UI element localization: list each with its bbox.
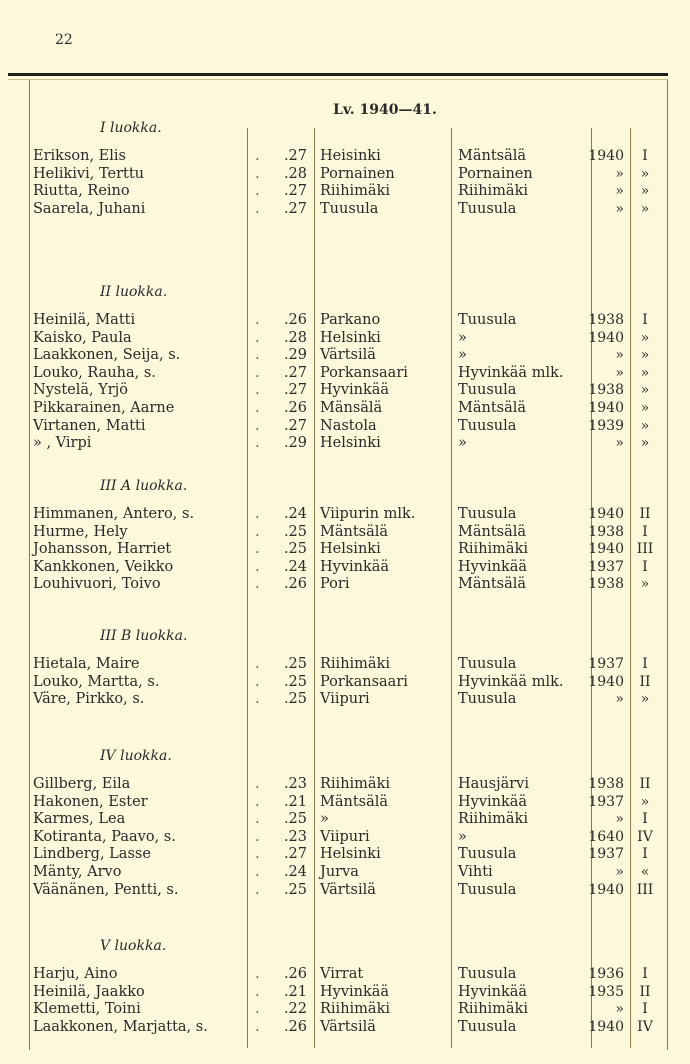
section-title: III A luokka. [100, 478, 188, 494]
student-name: Virtanen, Matti [33, 417, 146, 434]
birth-year: .26 [283, 399, 307, 416]
leader-dots: . [255, 1018, 260, 1035]
birth-year: .25 [283, 523, 307, 540]
birthplace: Hyvinkää [320, 983, 390, 1000]
entry-class: » [640, 691, 650, 708]
student-name: Väänänen, Pentti, s. [33, 881, 179, 898]
entry-year: 1938 [588, 523, 624, 540]
leader-dots: . [255, 329, 260, 346]
student-name: Johansson, Harriet [33, 541, 172, 558]
class-section [30, 476, 654, 594]
birth-year: .25 [283, 656, 307, 672]
birth-year: .27 [283, 148, 307, 164]
birthplace: Helsinki [320, 846, 381, 863]
student-name: Väre, Pirkko, s. [33, 691, 145, 708]
student-row [30, 881, 654, 900]
entry-class: » [640, 793, 650, 810]
birth-year: .21 [283, 793, 307, 810]
student-row [30, 828, 653, 847]
entry-class: I [642, 846, 648, 863]
home-municipality: » [458, 347, 467, 364]
student-row [30, 983, 651, 1002]
home-municipality: Tuusula [458, 312, 517, 328]
home-municipality: Tuusula [458, 656, 517, 672]
home-municipality: Hyvinkää [458, 793, 528, 810]
birthplace: Hyvinkää [320, 382, 390, 399]
entry-class: I [642, 148, 648, 164]
birthplace: Mäntsälä [320, 793, 389, 810]
student-name: Laakkonen, Seija, s. [33, 347, 181, 364]
entry-year: 1940 [588, 673, 624, 690]
entry-year: 1940 [588, 506, 624, 522]
student-row [30, 165, 650, 184]
birthplace: Riihimäki [320, 656, 390, 672]
entry-year: 1940 [588, 541, 624, 558]
birth-year: .28 [283, 165, 307, 182]
home-municipality: Pornainen [458, 165, 533, 182]
birthplace: Värtsilä [320, 1018, 376, 1035]
student-row [30, 793, 650, 812]
entry-class: » [640, 382, 650, 399]
birth-year: .24 [283, 863, 307, 880]
entry-class: I [642, 966, 648, 982]
entry-year: 1940 [588, 881, 624, 898]
student-row [30, 506, 651, 524]
leader-dots: . [255, 200, 260, 217]
student-row [30, 183, 650, 201]
student-row [30, 435, 650, 453]
entry-year: 1940 [588, 399, 624, 416]
birthplace: Helsinki [320, 329, 381, 346]
birth-year: .27 [283, 417, 307, 434]
home-municipality: Riihimäki [458, 1001, 528, 1018]
birth-year: .27 [283, 846, 307, 863]
student-name: Kotiranta, Paavo, s. [33, 828, 176, 845]
entry-year: 1937 [588, 558, 624, 575]
top-rule-thin [8, 79, 668, 80]
birthplace: Viipurin mlk. [320, 506, 416, 522]
birth-year: .26 [283, 1018, 307, 1035]
leader-dots: . [255, 966, 260, 982]
leader-dots: . [255, 312, 260, 328]
student-row [30, 399, 650, 418]
home-municipality: Tuusula [458, 881, 517, 898]
leader-dots: . [255, 165, 260, 182]
entry-class: I [642, 523, 648, 540]
home-municipality: » [458, 828, 467, 845]
student-name: Helikivi, Terttu [33, 165, 145, 182]
birthplace: Helsinki [320, 541, 381, 558]
student-name: Himmanen, Antero, s. [33, 506, 195, 522]
home-municipality: Hausjärvi [458, 776, 529, 792]
entry-year: 1940 [588, 329, 624, 346]
student-name: Mänty, Arvo [33, 863, 122, 880]
birthplace: Mänsälä [320, 399, 383, 416]
entry-class: II [639, 673, 651, 690]
birthplace: Parkano [320, 312, 381, 328]
entry-class: « [640, 863, 650, 880]
class-section [30, 936, 653, 1036]
birthplace: » [320, 811, 329, 828]
entry-year: » [615, 691, 624, 708]
entry-year: 1939 [588, 417, 624, 434]
student-row [30, 1001, 648, 1019]
birth-year: .25 [283, 811, 307, 828]
leader-dots: . [255, 541, 260, 558]
birthplace: Värtsilä [320, 347, 376, 364]
entry-year: 1940 [588, 1018, 624, 1035]
birthplace: Hyvinkää [320, 558, 390, 575]
home-municipality: » [458, 329, 467, 346]
student-row [30, 863, 650, 882]
entry-year: 1938 [588, 312, 624, 328]
home-municipality: Riihimäki [458, 811, 528, 828]
entry-year: » [615, 364, 624, 381]
section-title: I luokka. [100, 120, 162, 136]
entry-class: I [642, 312, 648, 328]
student-name: Louko, Martta, s. [33, 673, 160, 690]
student-row [30, 966, 648, 984]
student-row [30, 523, 648, 542]
entry-year: » [615, 200, 624, 217]
home-municipality: Tuusula [458, 691, 517, 708]
birthplace: Pori [320, 576, 350, 593]
entry-class: I [642, 656, 648, 672]
student-name: Gillberg, Eila [33, 776, 131, 792]
home-municipality: Vihti [458, 863, 493, 880]
entry-year: 1936 [588, 966, 624, 982]
home-municipality: Riihimäki [458, 541, 528, 558]
leader-dots: . [255, 656, 260, 672]
entry-class: » [640, 183, 650, 200]
home-municipality: Tuusula [458, 506, 517, 522]
entry-class: I [642, 558, 648, 575]
student-row [30, 776, 651, 794]
home-municipality: Hyvinkää mlk. [458, 673, 564, 690]
student-row [30, 691, 650, 709]
leader-dots: . [255, 811, 260, 828]
home-municipality: Mäntsälä [458, 576, 527, 593]
birth-year: .27 [283, 200, 307, 217]
birth-year: .28 [283, 329, 307, 346]
entry-class: » [640, 435, 650, 452]
birth-year: .24 [283, 558, 307, 575]
class-section [30, 282, 650, 453]
birthplace: Värtsilä [320, 881, 376, 898]
student-name: Erikson, Elis [33, 148, 126, 164]
birthplace: Helsinki [320, 435, 381, 452]
class-section [30, 118, 650, 218]
home-municipality: Tuusula [458, 966, 517, 982]
birth-year: .25 [283, 541, 307, 558]
birthplace: Riihimäki [320, 776, 390, 792]
birth-year: .25 [283, 881, 307, 898]
leader-dots: . [255, 382, 260, 399]
birthplace: Nastola [320, 417, 377, 434]
home-municipality: Mäntsälä [458, 523, 527, 540]
student-name: Karmes, Lea [33, 811, 126, 828]
page-number: 22 [55, 32, 73, 48]
leader-dots: . [255, 863, 260, 880]
birthplace: Viipuri [320, 828, 370, 845]
section-title: III B luokka. [100, 628, 188, 644]
leader-dots: . [255, 793, 260, 810]
entry-year: 1937 [588, 846, 624, 863]
leader-dots: . [255, 776, 260, 792]
birthplace: Porkansaari [320, 673, 408, 690]
birthplace: Riihimäki [320, 1001, 390, 1018]
leader-dots: . [255, 828, 260, 845]
birth-year: .26 [283, 966, 307, 982]
student-row [30, 364, 650, 383]
birthplace: Virrat [320, 966, 364, 982]
birthplace: Mäntsälä [320, 523, 389, 540]
student-name: Hakonen, Ester [33, 793, 148, 810]
student-name: Nystelä, Yrjö [33, 382, 128, 399]
entry-class: III [636, 881, 654, 898]
birth-year: .25 [283, 673, 307, 690]
birthplace: Pornainen [320, 165, 395, 182]
leader-dots: . [255, 881, 260, 898]
student-row [30, 200, 650, 219]
entry-class: II [639, 506, 651, 522]
entry-year: 1937 [588, 793, 624, 810]
birthplace: Riihimäki [320, 183, 390, 200]
top-rule [8, 73, 668, 76]
entry-year: » [615, 183, 624, 200]
home-municipality: » [458, 435, 467, 452]
student-name: Pikkarainen, Aarne [33, 399, 175, 416]
student-name: Hurme, Hely [33, 523, 128, 540]
entry-class: » [640, 165, 650, 182]
birth-year: .24 [283, 506, 307, 522]
leader-dots: . [255, 399, 260, 416]
leader-dots: . [255, 347, 260, 364]
entry-class: III [636, 541, 654, 558]
entry-class: IV [637, 1018, 653, 1035]
student-name: Kankkonen, Veikko [33, 558, 174, 575]
entry-year: 1937 [588, 656, 624, 672]
student-row [30, 148, 648, 166]
birthplace: Viipuri [320, 691, 370, 708]
entry-class: » [640, 576, 650, 593]
home-municipality: Tuusula [458, 200, 517, 217]
leader-dots: . [255, 523, 260, 540]
birth-year: .22 [283, 1001, 307, 1018]
entry-class: » [640, 200, 650, 217]
birth-year: .25 [283, 691, 307, 708]
student-name: Laakkonen, Marjatta, s. [33, 1018, 208, 1035]
entry-class: II [639, 776, 651, 792]
entry-class: II [639, 983, 651, 1000]
entry-year: 1938 [588, 576, 624, 593]
student-row [30, 558, 648, 577]
home-municipality: Mäntsälä [458, 399, 527, 416]
birth-year: .21 [283, 983, 307, 1000]
section-title: II luokka. [100, 284, 168, 300]
student-name: Louko, Rauha, s. [33, 364, 156, 381]
entry-year: » [615, 165, 624, 182]
leader-dots: . [255, 364, 260, 381]
student-row [30, 347, 650, 365]
leader-dots: . [255, 846, 260, 863]
leader-dots: . [255, 558, 260, 575]
birth-year: .23 [283, 776, 307, 792]
student-name: Heinilä, Jaakko [33, 983, 145, 1000]
birth-year: .26 [283, 576, 307, 593]
leader-dots: . [255, 435, 260, 452]
student-row [30, 417, 650, 436]
student-name: Lindberg, Lasse [33, 846, 151, 863]
student-name: Klemetti, Toini [33, 1001, 141, 1018]
entry-class: » [640, 364, 650, 381]
student-name: Harju, Aino [33, 966, 118, 982]
home-municipality: Riihimäki [458, 183, 528, 200]
table-right-border [667, 80, 668, 1050]
class-section [30, 626, 651, 709]
student-row [30, 382, 650, 400]
section-title: V luokka. [100, 938, 167, 954]
birth-year: .23 [283, 828, 307, 845]
page-title: Lv. 1940—41. [333, 102, 437, 118]
home-municipality: Hyvinkää [458, 558, 528, 575]
entry-class: IV [637, 828, 653, 845]
leader-dots: . [255, 148, 260, 164]
birthplace: Tuusula [320, 200, 379, 217]
entry-class: I [642, 1001, 648, 1018]
student-name: Saarela, Juhani [33, 200, 146, 217]
entry-year: 1938 [588, 382, 624, 399]
leader-dots: . [255, 417, 260, 434]
birthplace: Jurva [320, 863, 359, 880]
student-name: Louhivuori, Toivo [33, 576, 161, 593]
student-row [30, 576, 650, 594]
birth-year: .27 [283, 364, 307, 381]
leader-dots: . [255, 576, 260, 593]
column-divider-home [451, 128, 452, 1048]
leader-dots: . [255, 983, 260, 1000]
leader-dots: . [255, 673, 260, 690]
entry-year: 1640 [588, 828, 624, 845]
class-section [30, 746, 654, 899]
student-row [30, 846, 648, 864]
birth-year: .27 [283, 382, 307, 399]
student-name: » , Virpi [33, 435, 92, 452]
student-row [30, 541, 654, 559]
leader-dots: . [255, 506, 260, 522]
entry-year: » [615, 1001, 624, 1018]
birthplace: Heisinki [320, 148, 381, 164]
birth-year: .29 [283, 347, 307, 364]
entry-year: » [615, 863, 624, 880]
student-row [30, 673, 651, 692]
student-name: Riutta, Reino [33, 183, 130, 200]
entry-year: » [615, 811, 624, 828]
student-row [30, 656, 648, 674]
entry-class: » [640, 347, 650, 364]
entry-year: » [615, 347, 624, 364]
home-municipality: Tuusula [458, 382, 517, 399]
student-name: Heinilä, Matti [33, 312, 136, 328]
student-row [30, 329, 650, 348]
student-name: Hietala, Maire [33, 656, 140, 672]
birth-year: .29 [283, 435, 307, 452]
home-municipality: Hyvinkää [458, 983, 528, 1000]
student-name: Kaisko, Paula [33, 329, 132, 346]
home-municipality: Hyvinkää mlk. [458, 364, 564, 381]
student-row [30, 1018, 653, 1037]
student-row [30, 811, 648, 829]
home-municipality: Tuusula [458, 846, 517, 863]
entry-year: » [615, 435, 624, 452]
home-municipality: Mäntsälä [458, 148, 527, 164]
leader-dots: . [255, 1001, 260, 1018]
entry-class: » [640, 417, 650, 434]
entry-year: 1935 [588, 983, 624, 1000]
entry-class: » [640, 329, 650, 346]
student-row [30, 312, 648, 330]
home-municipality: Tuusula [458, 417, 517, 434]
birth-year: .27 [283, 183, 307, 200]
entry-class: I [642, 811, 648, 828]
entry-year: 1938 [588, 776, 624, 792]
birthplace: Porkansaari [320, 364, 408, 381]
leader-dots: . [255, 691, 260, 708]
entry-class: » [640, 399, 650, 416]
entry-year: 1940 [588, 148, 624, 164]
birth-year: .26 [283, 312, 307, 328]
section-title: IV luokka. [100, 748, 172, 764]
home-municipality: Tuusula [458, 1018, 517, 1035]
leader-dots: . [255, 183, 260, 200]
